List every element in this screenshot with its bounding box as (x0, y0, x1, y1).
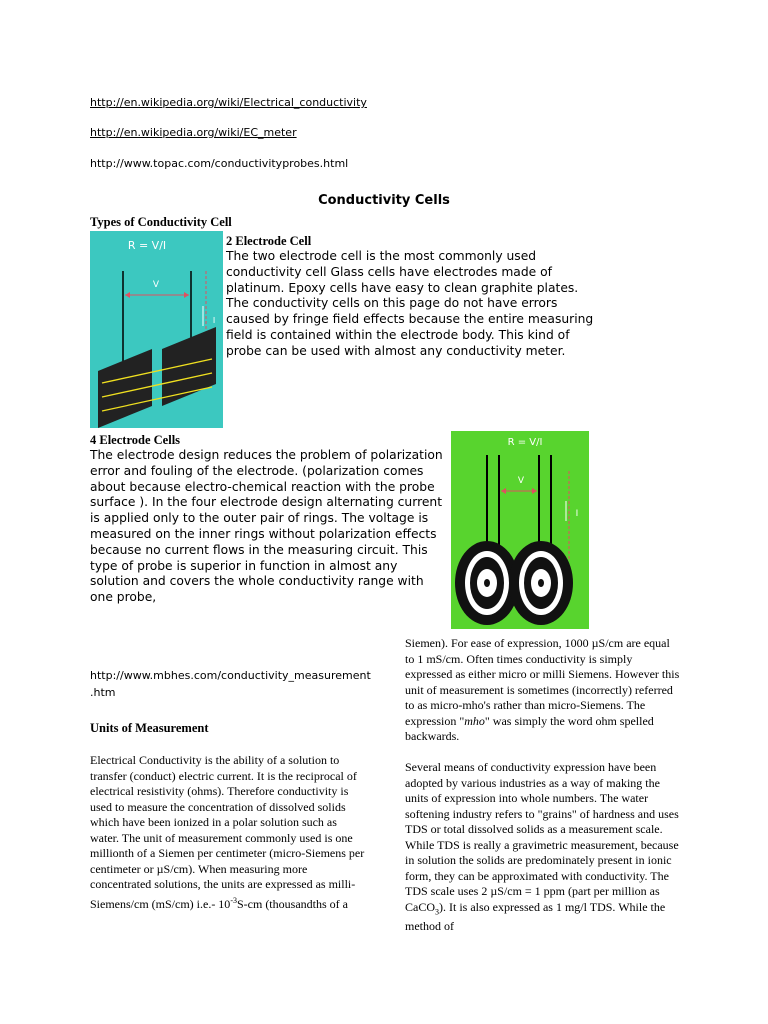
units-right-paragraph-2: Several means of conductivity expression have been adopted by various industries as a way of making the units of expression into whole numbers. The water softening industry refers to "grains" of hardness and uses TDS or total dissolved solids as a measurement scale. While TDS is really a gravimetric measurement, because in solution the solids are predominately present in ionic form, they can be approximated with conductivity. The TDS scale uses 2 µS/cm = 1 ppm (part per million as CaCO$_3$). It is also expressed as 1 mg/l TDS. While the method of (405, 760, 679, 934)
page-title: Conductivity Cells (318, 193, 450, 208)
four-electrode-heading: 4 Electrode Cells (90, 433, 181, 447)
figure2-formula: R = V/I (507, 437, 543, 448)
two-electrode-heading: 2 Electrode Cell (226, 234, 312, 248)
figure2-v-label: V (517, 476, 525, 486)
four-electrode-body: The electrode design reduces the problem of polarization error and fouling of the electrode. (polarization comes about because electro-chemical reaction with the probe surface ). In the four electrode design alternating current is applied only to the outer pair of rings. The voltage is measured on the inner rings without polarization effects because no current flows in the measuring circuit. This type of probe is superior in function in almost any solution and covers the whole conductivity range with one probe, (90, 448, 443, 605)
two-electrode-figure (90, 231, 223, 428)
wikipedia-ec-meter-link[interactable]: http://en.wikipedia.org/wiki/EC_meter (90, 126, 297, 139)
units-right-paragraph-1: Siemen). For ease of expression, 1000 µS/cm are equal to 1 mS/cm. Often times conductivity is simply expressed as either micro or milli Siemens. However this unit of measurement is sometimes (incorrectly) referred to as micro-mho's rather than micro-Siemens. The expression "mho" was simply the word ohm spelled backwards. (405, 636, 680, 743)
figure1-v-label: V (152, 280, 160, 290)
topac-url: http://www.topac.com/conductivityprobes.html (90, 157, 349, 170)
types-heading: Types of Conductivity Cell (90, 215, 232, 229)
two-electrode-body: The two electrode cell is the most commonly used conductivity cell Glass cells have electrodes made of platinum. Epoxy cells have easy to clean graphite plates. The conductivity cells on this page do not have errors caused by fringe field effects because the entire measuring field is contained within the electrode body. This kind of probe can be used with almost any conductivity meter. (226, 249, 594, 358)
wikipedia-conductivity-link[interactable]: http://en.wikipedia.org/wiki/Electrical_conductivity (90, 96, 367, 109)
mbhes-url-line2: .htm (90, 686, 116, 699)
units-left-paragraph: Electrical Conductivity is the ability of a solution to transfer (conduct) electric current. It is the reciprocal of electrical resistivity (ohms). Therefore conductivity is used to measure the concentration of dissolved solids which have been ionized in a polar solution such as water. The unit of measurement commonly used is one millionth of a Siemen per centimeter (micro-Siemens per centimeter or µS/cm). When measuring more concentrated solutions, the units are expressed as milli-Siemens/cm (mS/cm) i.e.- $10^{-3}S-cm$ (thousandths of a (90, 753, 365, 911)
figure1-formula: R = V/I (127, 239, 167, 252)
figure1-i-label: I (212, 316, 216, 325)
mbhes-url-line1: http://www.mbhes.com/conductivity_measurement (90, 669, 371, 682)
units-heading: Units of Measurement (90, 721, 209, 735)
four-electrode-figure (451, 431, 589, 629)
figure2-i-label: I (575, 509, 579, 519)
